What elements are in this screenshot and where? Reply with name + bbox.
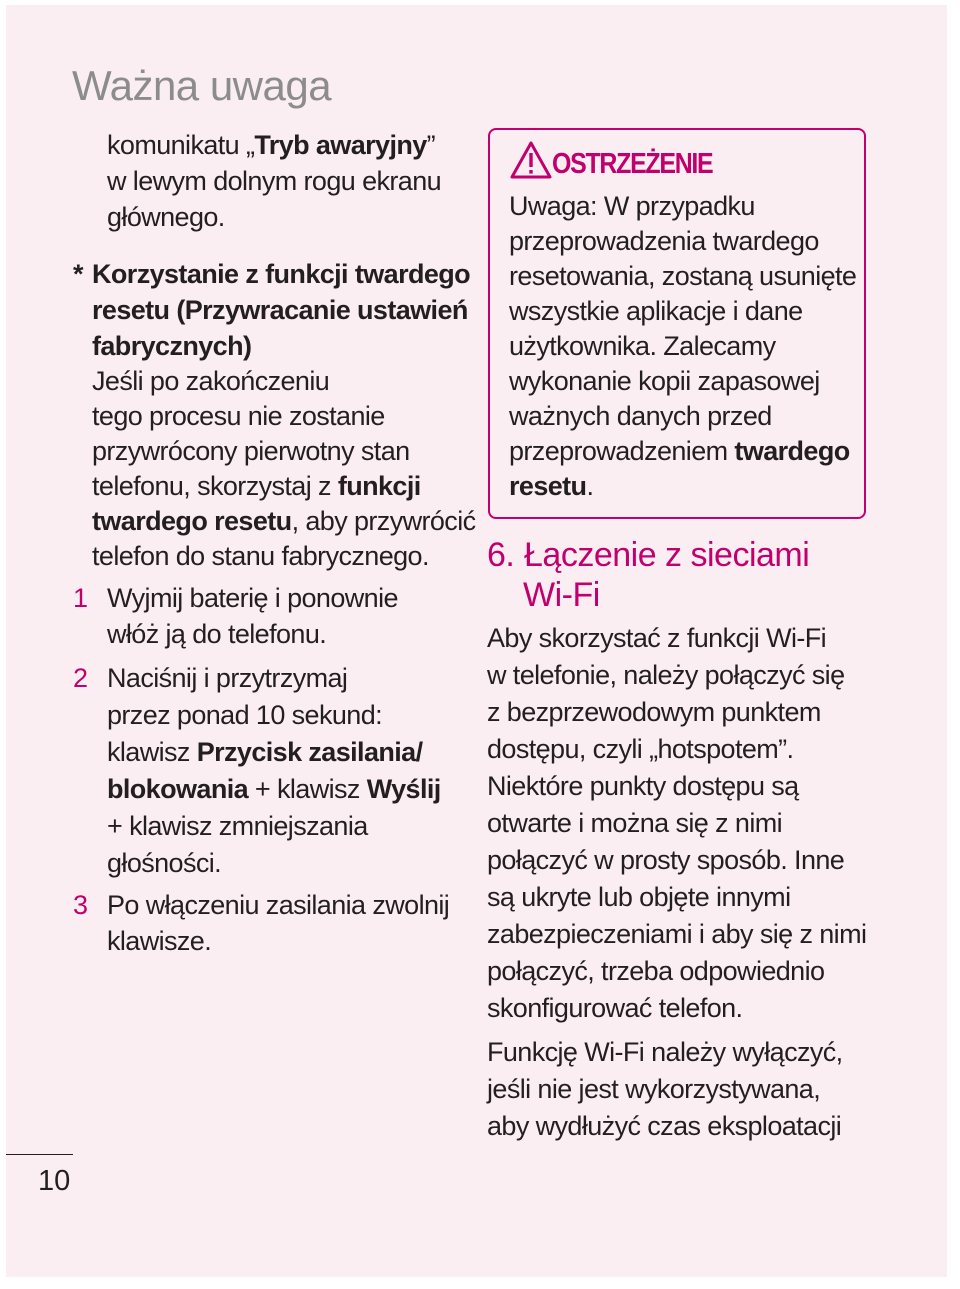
note-line-1: Jeśli po zakończeniu (92, 366, 330, 396)
warning-title: OSTRZEŻENIE (552, 148, 713, 180)
warning-line-6: wykonanie kopii zapasowej (509, 366, 820, 396)
section-para1-line-1: Aby skorzystać z funkcji Wi-Fi (487, 623, 827, 653)
section-para1-line-9: zabezpieczeniami i aby się z nimi (487, 919, 867, 949)
warning-line-3: resetowania, zostaną usunięte (509, 261, 857, 291)
note-heading-line-3: fabrycznych) (92, 331, 252, 361)
section-title-line-2: Wi-Fi (523, 576, 600, 614)
warning-line-4: wszystkie aplikacje i dane (509, 296, 803, 326)
step-3-number: 3 (73, 890, 88, 920)
note-star: * (73, 259, 83, 289)
section-para1-line-2: w telefonie, należy połączyć się (487, 660, 845, 690)
note-line-6: telefon do stanu fabrycznego. (92, 541, 429, 571)
page-title: Ważna uwaga (72, 62, 332, 109)
step-2-line-1: Naciśnij i przytrzymaj (107, 663, 348, 693)
section-para1-line-6: otwarte i można się z nimi (487, 808, 783, 838)
note-line-2: tego procesu nie zostanie (92, 401, 385, 431)
note-line-4: telefonu, skorzystaj z funkcji (92, 471, 421, 501)
intro-line-3: głównego. (107, 202, 225, 232)
section-para1-line-3: z bezprzewodowym punktem (487, 697, 821, 727)
section-para2-line-1: Funkcję Wi-Fi należy wyłączyć, (487, 1037, 843, 1067)
warning-line-2: przeprowadzenia twardego (509, 226, 819, 256)
section-para1-line-4: dostępu, czyli „hotspotem”. (487, 734, 794, 764)
step-1-line-1: Wyjmij baterię i ponownie (107, 583, 398, 613)
section-para1-line-7: połączyć w prosty sposób. Inne (487, 845, 845, 875)
step-2-line-2: przez ponad 10 sekund: (107, 700, 383, 730)
step-2-line-6: głośności. (107, 848, 222, 878)
note-heading-line-1: Korzystanie z funkcji twardego (92, 259, 471, 289)
section-para2-line-3: aby wydłużyć czas eksploatacji (487, 1111, 842, 1141)
section-title-line-1: Łączenie z sieciami (524, 536, 810, 574)
section-number: 6. (487, 536, 515, 574)
warning-line-7: ważnych danych przed (509, 401, 772, 431)
step-2-line-4: blokowania + klawisz Wyślij (107, 774, 441, 804)
warning-line-8: przeprowadzeniem twardego (509, 436, 850, 466)
footer-rule (6, 1154, 73, 1155)
note-heading-line-2: resetu (Przywracanie ustawień (92, 295, 468, 325)
warning-line-1: Uwaga: W przypadku (509, 191, 755, 221)
section-para2-line-2: jeśli nie jest wykorzystywana, (487, 1074, 821, 1104)
page-number: 10 (38, 1165, 71, 1197)
step-2-line-5: + klawisz zmniejszania (107, 811, 368, 841)
note-line-3: przywrócony pierwotny stan (92, 436, 410, 466)
intro-line-1: komunikatu „Tryb awaryjny” (107, 130, 436, 160)
warning-triangle-icon (509, 140, 553, 180)
step-1-number: 1 (73, 583, 88, 613)
step-2-number: 2 (73, 663, 88, 693)
warning-line-5: użytkownika. Zalecamy (509, 331, 776, 361)
note-line-5: twardego resetu, aby przywrócić (92, 506, 476, 536)
intro-line-2: w lewym dolnym rogu ekranu (107, 166, 442, 196)
step-2-line-3: klawisz Przycisk zasilania/ (107, 737, 423, 767)
section-para1-line-8: są ukryte lub objęte innymi (487, 882, 791, 912)
section-para1-line-5: Niektóre punkty dostępu są (487, 771, 799, 801)
step-1-line-2: włóż ją do telefonu. (107, 619, 327, 649)
step-3-line-2: klawisze. (107, 926, 212, 956)
section-para1-line-10: połączyć, trzeba odpowiednio (487, 956, 825, 986)
warning-line-9: resetu. (509, 471, 594, 501)
step-3-line-1: Po włączeniu zasilania zwolnij (107, 890, 450, 920)
section-para1-line-11: skonfigurować telefon. (487, 993, 743, 1023)
